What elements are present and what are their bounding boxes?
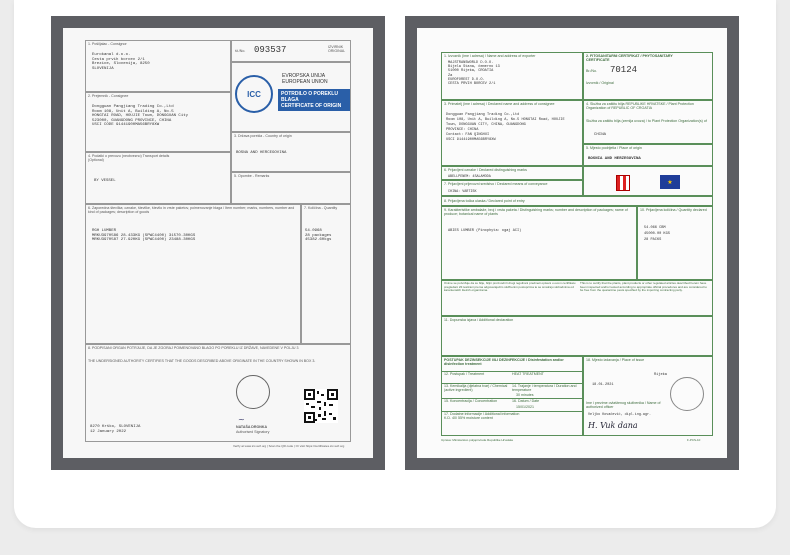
quantity-label: 7. Količina - Quantity — [304, 206, 338, 210]
consignor-lines: Eurokanal d.o.o. Cesta prvih borcev 2/1 Brezice, Slovenija, 8250 SLOVENIJA — [92, 53, 150, 71]
serial-number: 093537 — [254, 45, 287, 55]
box-produce — [441, 206, 637, 280]
footer-text: Uprava: Ministarstvo poljoprivrede Republike Hrvatske — [441, 438, 514, 442]
box-consignor — [85, 40, 231, 92]
certification-text-en: THE UNDERSIGNED AUTHORITY CERTIFIES THAT THE GOODS DESCRIBED ABOVE ORIGINATE IN THE COUNTRY SHOWN IN BOX 3. — [88, 359, 316, 363]
declaration-en: This is to certify that the plants, plant products or other regulated articles described herein have been inspected and/or tested according to appropriate official procedures and are considered to be free from the quarantine pests specified by the importing contracting party. — [580, 281, 707, 293]
additional-label: 11. Dopunska izjava / Additional declaration — [444, 318, 514, 322]
box-conveyance — [441, 180, 583, 196]
conveyance-label: 7. Prijavljeni prijevozni sredstvo / Declared means of conveyance — [444, 182, 548, 186]
box-quantity — [301, 204, 351, 344]
transport-value: BY VESSEL — [94, 179, 116, 183]
consignee-declared-label: 3. Primatelj (ime i adresa) / Declared name and address of consignee — [444, 102, 555, 106]
certificate-of-origin — [63, 28, 373, 458]
quantity-declared-lines: 54.066 CBM 45000.00 KGS 28 PACKS — [644, 226, 670, 242]
treatment-row: 12. Postupak / Treatment HEAT TREATMENT — [442, 371, 584, 383]
treatment-row: 13. Kemikalija (djelatna tvar) / Chemical (active ingredient) 14. Trajanje i temperatura / Duration and temperature 30 minutes — [442, 383, 584, 398]
produce-value: ABIES LUMBER (Pinophyta: ogaj ACI) — [448, 229, 522, 233]
box-consignee — [85, 92, 231, 152]
plant-protection-label: 4. Služba za zaštitu bilja REPUBLIKE HRVATSKE / Plant Protection Organization of REPUBLIC OF CROATIA — [586, 102, 694, 111]
plant-protection-country: CHINA — [594, 133, 607, 137]
consignee-label: 2. Prejemnik - Consignee — [88, 94, 129, 98]
verify-text: Verify at www.icc-wcf.org | Scan the QR code | Or visit https://certificates.icc-wcf.org — [233, 444, 345, 448]
box-title — [231, 62, 351, 132]
consignee-lines: Dongguan Pangjiang Trading Co.,Ltd Room 108, Unit A, Building A, No.5 HONGTAI ROAD, HOUJIE Town, DONGGUAN City 523000, GUANGDONG PROVINCE, CHINA USCI CODE 91441900MA56BRY8XW — [92, 105, 189, 128]
phyto-title: 2. FITOSANITARNI CERTIFIKAT / PHYTOSANITARY CERTIFICATE — [586, 54, 673, 63]
transport-label: 4. Podatki o prevozu (neobvezno) Transport details (Optional) — [88, 154, 170, 163]
box-goods — [85, 204, 301, 344]
goods-label: 6. Zaporedna številka; oznake, številke, število in vrste paketov, poimenovanje blaga / Item number; marks, numbers, number and kind of packages; description of goods — [88, 206, 295, 215]
origin-value: BOSNA AND HERCEGOVINA — [236, 151, 287, 155]
issue-date: 18.01.2021 — [592, 383, 614, 387]
consignor-label: 1. Pošiljalac - Consignor — [88, 42, 127, 46]
box-transport — [85, 152, 231, 204]
box-flags — [583, 166, 713, 196]
remarks-label: 5. Opombe - Remarks — [234, 174, 270, 178]
box-place-origin — [583, 144, 713, 166]
box-exporter — [441, 52, 583, 100]
box-declaration — [441, 280, 713, 316]
issue-label: 18. Mjesto izdavanja / Place of issue — [586, 358, 645, 362]
officer-label: Ime i prezime ovlaštenog službenika / Name of authorized officer — [586, 401, 661, 410]
place-origin-label: 5. Mjesto podrijetla / Place of origin — [586, 146, 642, 150]
footer-code: F-PCS-10 — [687, 438, 701, 442]
treatment-row: 17. Dodatne informacije / Additional information K.D. 40/ 55% moisture content — [442, 411, 584, 426]
place-date: 8270 Krško, SLOVENIJA 12 January 2022 — [90, 425, 141, 434]
icc-logo: ICC — [235, 75, 273, 113]
box-origin — [231, 132, 351, 172]
croatia-coat-of-arms-icon — [616, 175, 630, 191]
treatment-row: 15. Koncentracija / Concentration 16. Datum / Date 15/01/2021 — [442, 398, 584, 411]
box-treatment — [441, 356, 583, 436]
conveyance-value: CHINA: VARTISK — [448, 190, 477, 194]
eu-flag-icon: ★ — [660, 175, 680, 189]
treatment-title: POSTUPAK DEZINSEKCIJE I/ILI DEZINFEKCIJE / Disinfestation and/or disinfection treatment — [444, 358, 564, 367]
box-additional — [441, 316, 713, 356]
right-certificate-frame — [405, 16, 739, 470]
phyto-serial: 70124 — [610, 65, 638, 75]
box-certification — [85, 344, 351, 442]
box-marks — [441, 166, 583, 180]
box-plant-protection — [583, 100, 713, 144]
place-origin-value: BOSNIA AND HERZEGOVINA — [588, 157, 641, 161]
marks-value: ABELLPENEM: 4SALAMODA — [448, 175, 491, 179]
officer-signature: H. Vuk dana — [588, 421, 638, 430]
signatory-role: Authorised Signatory — [236, 430, 270, 434]
officer-name: Veljko Kovačević, dipl.ing.agr. — [588, 413, 652, 417]
declaration-hr: Ovime se potvrđuje da su bilje, biljni proizvodi ili drugi regulirani predmeti opisani u ovom certifikatu pregledani i/ili testirani prema odgovarajućim službenim postupcima te se smatraju slobodnima od karantenskih štetnih organizama. — [444, 281, 576, 293]
box-remarks — [231, 172, 351, 204]
entry-label: 8. Prijavljena točka ulaska / Declared point of entry — [444, 199, 525, 203]
box-phyto-title — [583, 52, 713, 100]
certification-text: 8. PODPISANI ORGAN POTRJUJE, DA JE ZGORAJ POIMENOVANO BLAGO PO POREKLU IZ DRŽAVE, NAVEDENE V POLJU 3 — [88, 346, 299, 350]
phyto-original: Izvornik / Original — [586, 81, 614, 85]
signature-mark: ~ — [238, 415, 245, 424]
serial-prefix: št./No. — [235, 49, 246, 53]
treatment-rows — [442, 371, 584, 426]
phytosanitary-certificate — [417, 28, 727, 458]
exporter-lines: MAJSTRANSWORLD D.O.O. Bijela Stana, čemerno 13 51000 Rijeka, CROATIA Za EUROFOREST D.O.O. CESTA PRVIH BORCEV 2/1 — [448, 61, 500, 87]
box-issue — [583, 356, 713, 436]
produce-label: 9. Karakteristike ambalaže, broj i vrsta paketa / Distinguishing marks; number and description of packages; name of produce; botanical name of plants — [444, 208, 628, 217]
left-certificate-frame — [51, 16, 385, 470]
box-serial — [231, 40, 351, 62]
union-title: EVROPSKA UNIJA EUROPEAN UNION — [282, 73, 328, 85]
box-consignee-declared — [441, 100, 583, 166]
consignee-declared-lines: Dongguan Pangjiang Trading Co.,Ltd Room 108, Unit A, Building A, No.5 HONGTAI Road, HOUJIE Town, DONGGUAN CITY, CHINA, GUANGDONG PROVINCE: CHINA Contact: FAN QINGHUI USCI 91441900MA56BRY8XW — [446, 113, 565, 142]
box-entry — [441, 196, 713, 206]
number-label: Br./No. — [586, 69, 597, 73]
signatory-name: NATAŠA DRONKA — [236, 425, 268, 429]
qr-code-icon — [304, 389, 338, 423]
box-quantity-declared — [637, 206, 713, 280]
origin-label: 3. Država porekla - Country of origin — [234, 134, 292, 138]
issue-place: Rijeka — [654, 373, 667, 377]
quantity-lines: 54.0968 28 packages 45382.60kgs — [305, 229, 332, 243]
certificate-title: POTRDILO O POREKLU BLAGA CERTIFICATE OF ORIGIN — [278, 89, 350, 111]
marks-label: 6. Prijavljeni oznake / Declared distinguishing marks — [444, 168, 527, 172]
exporter-label: 1. Izvoznik (ime i adresa) / Name and address of exporter — [444, 54, 536, 58]
plant-protection-to: Služba za zaštitu bilja (zemlja uvoza) / to Plant Protection Organization(s) of — [586, 119, 707, 123]
goods-lines: RGH LUMBER MRKU3970586 28.433KG (SPWC4400) 31570.30KGS MRKU3970587 27.920KG (SPWC4400) 23488.30KGS — [92, 229, 196, 243]
quantity-declared-label: 10. Prijavljena količina / Quantity declared — [640, 208, 707, 212]
official-stamp — [670, 377, 704, 411]
chamber-stamp — [236, 375, 270, 409]
original-label: IZVIRNIK ORIGINAL — [328, 45, 346, 54]
